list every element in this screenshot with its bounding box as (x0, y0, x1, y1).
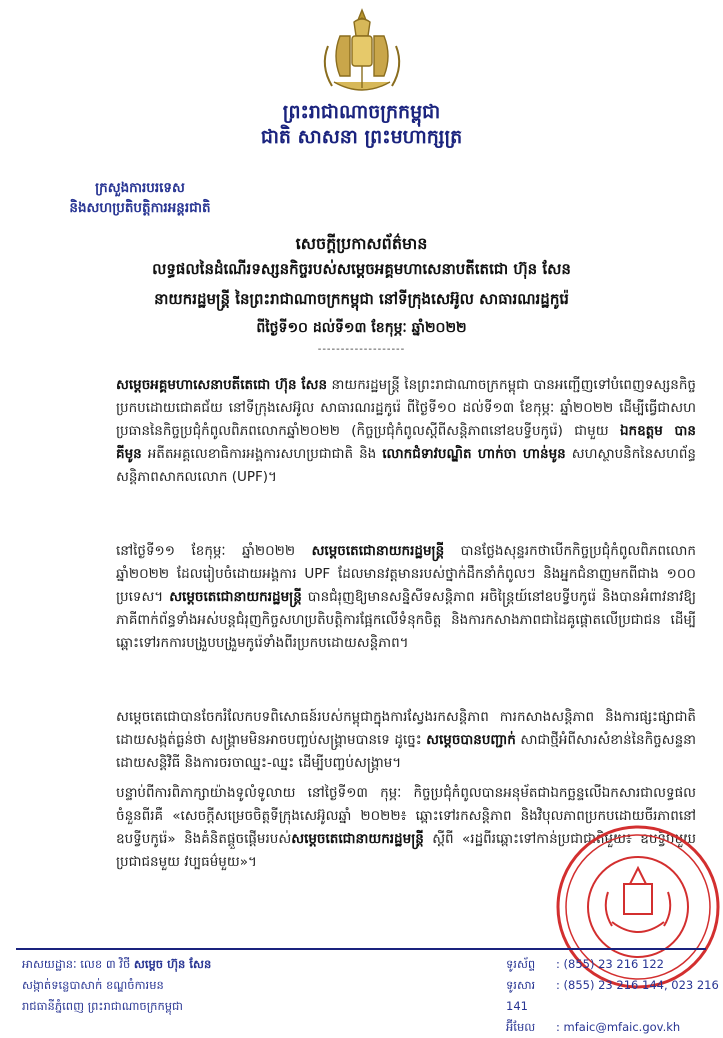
p1-text-2: អតីតអគ្គលេខាធិការអង្គការសហប្រជាជាតិ និង (141, 446, 383, 462)
p1-bold: សម្តេចអគ្គមហាសេនាបតីតេជោ ហ៊ុន សែន (116, 377, 328, 393)
title-date-line: ពីថ្ងៃទី១០ ដល់ទី១៣ ខែកុម្ភៈ ឆ្នាំ២០២២ (256, 320, 467, 336)
p1-bold-3: លោកជំទាវបណ្ឌិត ហាក់ចា ហាន់មូន (382, 446, 566, 462)
p3-bold: សម្តេចបានបញ្ជាក់ (426, 732, 516, 748)
email-row (506, 1017, 723, 1038)
p2-text-2: បានថ្លែងសុន្ទរកថាបើកកិច្ចប្រជុំកំពូលពិភពលោកឆ្នាំ២០២២ ដែលរៀបចំដោយអង្គការ UPF ដែលមានវត្តមានរបស់ថ្នាក់ដឹកនាំកំពូលៗ និងអ្នកជំនាញមកពីជាង ១០០ ប្រទេស។ (116, 543, 697, 605)
fax-row (506, 975, 723, 1017)
address-street: សម្តេច ហ៊ុន សែន (133, 957, 212, 971)
press-release-heading: សេចក្តីប្រកាសព័ត៌មាន (295, 234, 428, 253)
email-value[interactable]: : mfaic@mfaic.gov.kh (556, 1020, 681, 1034)
p2-text: នៅថ្ងៃទី១១ ខែកុម្ភៈ ឆ្នាំ២០២២ (116, 543, 312, 559)
ministry-name-line2: និងសហប្រតិបត្តិការអន្តរជាតិ (69, 200, 211, 216)
title-line-2: នាយករដ្ឋមន្ត្រី នៃព្រះរាជាណាចក្រកម្ពុជា នៅទីក្រុងសេអ៊ូល សាធារណរដ្ឋកូរ៉េ (154, 290, 569, 308)
phone-value: : (855) 23 216 122 (556, 957, 664, 971)
email-label: អ៊ីមែល (506, 1020, 536, 1034)
fax-label: ទូរសារ (506, 978, 536, 992)
p3-text-2: សាជាថ្មីអំពីសារសំខាន់នៃកិច្ចសន្ទនាដោយសន្តិវិធី និងការចរចាឈ្នះ-ឈ្នះ ដើម្បីបញ្ចប់សង្គ្រាម។ (116, 732, 696, 771)
kingdom-name: ព្រះរាជាណាចក្រកម្ពុជា (282, 101, 441, 123)
paragraph-3 (116, 706, 696, 775)
p2-text-3: បានជំរុញឱ្យមានសន្និសីទសន្តិភាព អចិន្ត្រៃយ៍នៅឧបទ្វីបកូរ៉េ និងបានអំពាវនាវឱ្យភាគីពាក់ព័ន្ធទាំងអស់បន្តជំរុញកិច្ចសហប្រតិបត្តិការផ្អែកលើទំនុកចិត្ត និងការកសាងភាពជាដៃគូផ្តោតលើប្រជាជន ដើម្បីឆ្ពោះទៅរកការបង្រួបបង្រួមកូរ៉េទាំងពីរប្រកបដោយសន្តិភាព។ (116, 589, 696, 651)
p1-bold-2: ឯកឧត្តម បាន គីមូន (116, 423, 696, 462)
ministry-name-line1: ក្រសួងការបរទេស (95, 180, 185, 196)
p4-text-2: ស្តីពី «រដ្ឋពីរឆ្ពោះទៅកាន់ប្រជាជាតិមួយ៖ ឧបទ្វីបមួយ ប្រជាជនមួយ វប្បធម៌មួយ»។ (116, 831, 696, 870)
p2-bold-2: សម្តេចតេជោនាយករដ្ឋមន្ត្រី (169, 589, 302, 605)
footer-divider (16, 948, 706, 950)
royal-emblem-icon (310, 6, 414, 98)
phone-label: ទូរស័ព្ទ (506, 957, 536, 971)
footer-contact (506, 954, 723, 1038)
paragraph-2 (116, 540, 696, 655)
p4-bold: សម្តេចតេជោនាយករដ្ឋមន្ត្រី (291, 831, 424, 847)
address-line-2: សង្កាត់ទន្លេបាសាក់ ខណ្ឌចំការមន (22, 978, 164, 992)
footer-address (22, 954, 211, 1017)
fax-value: : (855) 23 216 144, 023 216 141 (506, 978, 719, 1013)
p4-text: បន្ទាប់ពីការពិភាក្សាយ៉ាងទូលំទូលាយ នៅថ្ងៃទី១៣ កុម្ភៈ កិច្ចប្រជុំកំពូលបានអនុម័តជាឯកច្ឆន្ទលើឯកសារជាលទ្ធផលចំនួនពីរគឺ «សេចក្តីសម្រេចចិត្តទីក្រុងសេអ៊ូលឆ្នាំ ២០២២៖ ឆ្ពោះទៅរកសន្តិភាព និងវិបុលភាពប្រកបដោយចីរភាពនៅឧបទ្វីបកូរ៉េ» និងគំនិតផ្តួចផ្តើមរបស់ (116, 785, 696, 847)
p1-text: នាយករដ្ឋមន្ត្រី នៃព្រះរាជាណាចក្រកម្ពុជា បានអញ្ជើញទៅបំពេញទស្សនកិច្ចប្រកបដោយជោគជ័យ នៅទីក្រុងសេអ៊ូល សាធារណរដ្ឋកូរ៉េ ពីថ្ងៃទី១០ ដល់ទី១៣ ខែកុម្ភៈ ឆ្នាំ២០២២ ដើម្បីធ្វើជាសហប្រធាននៃកិច្ចប្រជុំកំពូលពិភពលោកឆ្នាំ២០២២ (កិច្ចប្រជុំកំពូលស្តីពីសន្តិភាពនៅឧបទ្វីបកូរ៉េ) ជាមួយ (116, 377, 696, 439)
phone-row (506, 954, 723, 975)
address-prefix: អាសយដ្ឋានៈ លេខ ៣ វិថី (22, 957, 134, 971)
p3-text: សម្តេចតេជោបានចែករំលែកបទពិសោធន៍របស់កម្ពុជាក្នុងការស្វែងរកសន្តិភាព ការកសាងសន្តិភាព និងការផ្សះផ្សាជាតិ ដោយសង្កត់ធ្ងន់ថា សង្គ្រាមមិនអាចបញ្ចប់សង្គ្រាមបានទេ ដូច្នេះ (116, 709, 696, 748)
title-line-1: លទ្ធផលនៃដំណើរទស្សនកិច្ចរបស់សម្តេចអគ្គមហាសេនាបតីតេជោ ហ៊ុន សែន (152, 260, 571, 278)
title-separator: ------------------- (317, 344, 406, 355)
p1-text-3: សហស្ថាបនិកនៃសហព័ន្ធសន្តិភាពសាកលលោក (UPF)។ (116, 446, 696, 485)
national-motto: ជាតិ សាសនា ព្រះមហាក្សត្រ (260, 126, 463, 148)
paragraph-1 (116, 374, 696, 489)
address-line-3: រាជធានីភ្នំពេញ ព្រះរាជាណាចក្រកម្ពុជា (22, 999, 183, 1013)
address-line-1 (22, 954, 211, 975)
p2-bold: សម្តេចតេជោនាយករដ្ឋមន្ត្រី (311, 543, 445, 559)
